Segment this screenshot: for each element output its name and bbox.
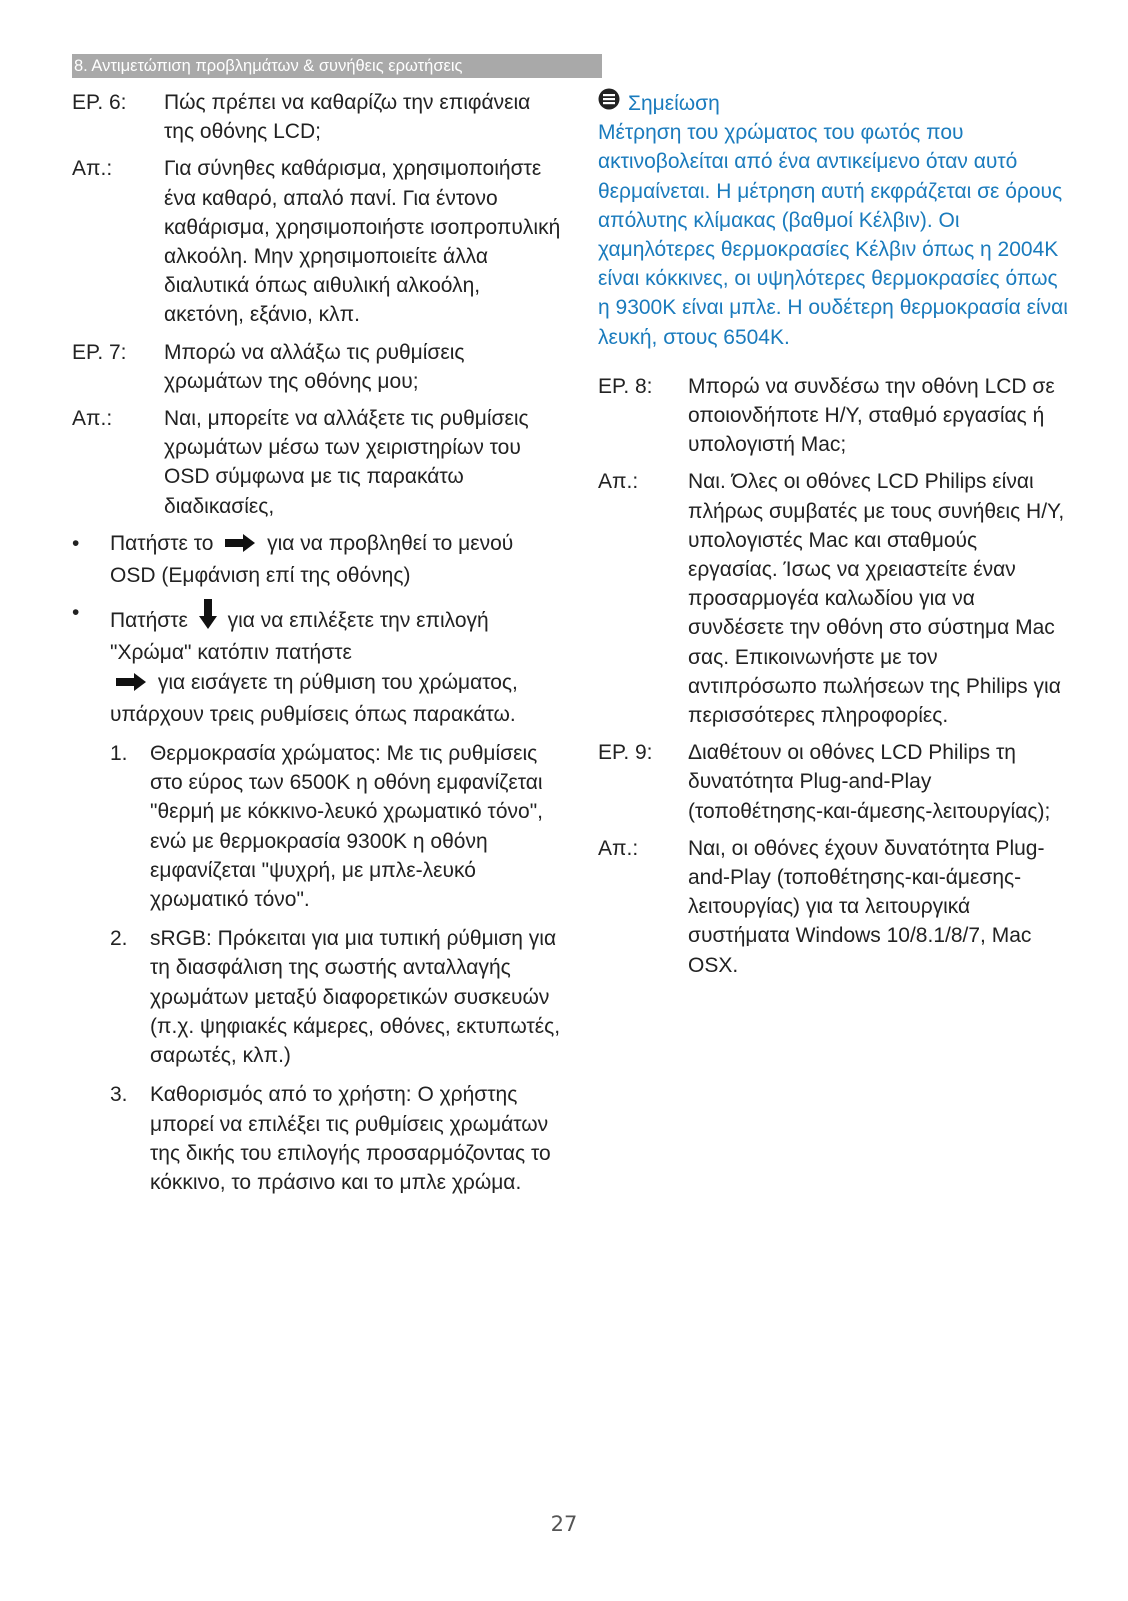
right-column	[598, 88, 1068, 980]
bullet-text-after: για εισάγετε τη ρύθμιση του χρώματος, υπάρχουν τρεις ρυθμίσεις όπως παρακάτω.	[110, 670, 518, 726]
question-label: ΕΡ. 9:	[598, 741, 653, 765]
note-icon	[598, 88, 628, 118]
question-text: Μπορώ να συνδέσω την οθόνη LCD σε οποιονδήποτε Η/Υ, σταθμό εργασίας ή υπολογιστή Mac;	[688, 374, 1055, 457]
list-number: 2.	[110, 927, 128, 951]
note-header	[598, 88, 1068, 118]
question-6	[72, 88, 562, 146]
question-9	[598, 738, 1068, 826]
list-number: 3.	[110, 1083, 128, 1107]
list-item-1	[72, 739, 562, 914]
list-item-2	[72, 924, 562, 1070]
bullet-dot: •	[72, 531, 80, 555]
question-text: Διαθέτουν οι οθόνες LCD Philips τη δυνατότητα Plug-and-Play (τοποθέτησης-και-άμεσης-λειτουργίας);	[688, 741, 1051, 823]
bullet-item-2	[72, 598, 562, 729]
note-box	[598, 88, 1068, 352]
bullet-text-before: Πατήστε το	[110, 531, 214, 555]
down-arrow-icon	[198, 598, 218, 638]
left-column	[72, 88, 562, 1197]
note-title: Σημείωση	[628, 91, 720, 115]
answer-label: Απ.:	[598, 836, 639, 860]
question-8	[598, 372, 1068, 460]
answer-text: Ναι. Όλες οι οθόνες LCD Philips είναι πλήρως συμβατές με τους συνήθεις Η/Υ, υπολογιστές Mac και σταθμούς εργασίας. Ίσως να χρειαστείτε έναν προσαρμογέα καλωδίου για να συνδέσετε την οθόνη στο σύστημα Mac σας. Επικοινωνήστε με τον αντιπρόσωπο πωλήσεων της Philips για περισσότερες πληροφορίες.	[688, 470, 1065, 728]
page-number: 27	[550, 1512, 578, 1536]
question-text: Μπορώ να αλλάξω τις ρυθμίσεις χρωμάτων της οθόνης μου;	[164, 340, 465, 393]
list-number: 1.	[110, 742, 128, 766]
list-text: sRGB: Πρόκειται για μια τυπική ρύθμιση για τη διασφάλιση της σωστής ανταλλαγής χρωμάτων μεταξύ διαφορετικών συσκευών (π.χ. ψηφιακές κάμερες, οθόνες, εκτυπωτές, σαρωτές, κλπ.)	[150, 927, 561, 1068]
note-text: Μέτρηση του χρώματος του φωτός που ακτινοβολείται από ένα αντικείμενο όταν αυτό θερμαίνεται. Η μέτρηση αυτή εκφράζεται σε όρους απόλυτης κλίμακας (βαθμοί Κέλβιν). Οι χαμηλότερες θερμοκρασίες Κέλβιν όπως η 2004K είναι κόκκινες, οι υψηλότερες θερμοκρασίες όπως η 9300K είναι μπλε. Η ουδέτερη θερμοκρασία είναι λευκή, στους 6504K.	[598, 121, 1068, 349]
question-text: Πώς πρέπει να καθαρίζω την επιφάνεια της οθόνης LCD;	[164, 91, 531, 144]
answer-label: Απ.:	[72, 407, 113, 431]
answer-8	[598, 467, 1068, 730]
section-header: 8. Αντιμετώπιση προβλημάτων & συνήθεις ερωτήσεις	[72, 54, 602, 78]
answer-6	[72, 154, 562, 329]
list-text: Θερμοκρασία χρώματος: Με τις ρυθμίσεις στο εύρος των 6500K η οθόνη εμφανίζεται "θερμή με κόκκινο-λευκό χρωματικό τόνο", ενώ με θερμοκρασία 9300K η οθόνη εμφανίζεται "ψυχρή, με μπλε-λευκό χρωματικό τόνο".	[150, 742, 543, 912]
right-arrow-icon	[114, 671, 148, 700]
list-item-3	[72, 1080, 562, 1197]
list-text: Καθορισμός από το χρήστη: Ο χρήστης μπορεί να επιλέξει τις ρυθμίσεις χρωμάτων της δικής του επιλογής προσαρμόζοντας το κόκκινο, το πράσινο και το μπλε χρώμα.	[150, 1083, 551, 1194]
bullet-item-1	[72, 529, 562, 590]
bullet-text-middle: για να επιλέξετε την επιλογή "Χρώμα" κατόπιν πατήστε	[110, 609, 489, 665]
question-label: ΕΡ. 7:	[72, 340, 127, 364]
question-label: ΕΡ. 8:	[598, 374, 653, 398]
bullet-text-before: Πατήστε	[110, 609, 188, 633]
bullet-text-after: για να προβληθεί το μενού OSD (Εμφάνιση επί της οθόνης)	[110, 531, 514, 588]
bullet-dot: •	[72, 601, 80, 625]
question-label: ΕΡ. 6:	[72, 91, 127, 114]
answer-text: Ναι, μπορείτε να αλλάξετε τις ρυθμίσεις χρωμάτων μέσω των χειριστηρίων του OSD σύμφωνα με τις παρακάτω διαδικασίες,	[164, 407, 529, 518]
answer-text: Ναι, οι οθόνες έχουν δυνατότητα Plug-and-Play (τοποθέτησης-και-άμεσης-λειτουργίας) για τα λειτουργικά συστήματα Windows 10/8.1/8/7, Mac OSX.	[688, 836, 1045, 977]
question-7	[72, 338, 562, 396]
answer-text: Για σύνηθες καθάρισμα, χρησιμοποιήστε ένα καθαρό, απαλό πανί. Για έντονο καθάρισμα, χρησιμοποιήστε ισοπροπυλική αλκοόλη. Μην χρησιμοποιείτε άλλα διαλυτικά όπως αιθυλική αλκοόλη, ακετόνη, εξάνιο, κλπ.	[164, 157, 561, 327]
answer-9	[598, 834, 1068, 980]
answer-7	[72, 404, 562, 521]
answer-label: Απ.:	[72, 157, 113, 181]
answer-label: Απ.:	[598, 470, 639, 494]
right-arrow-icon	[223, 532, 257, 561]
